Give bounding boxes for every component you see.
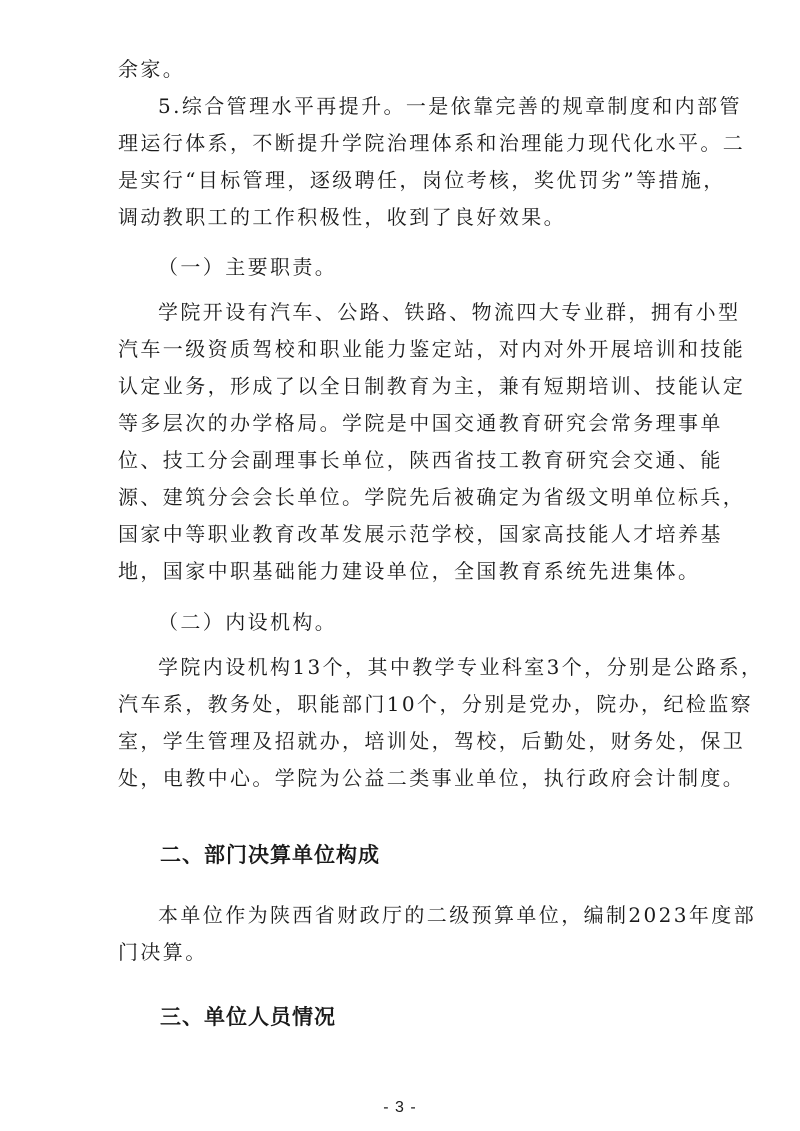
section-heading-unit-composition: 二、部门决算单位构成 <box>160 843 380 867</box>
paragraph-line: 认定业务，形成了以全日制教育为主，兼有短期培训、技能认定 <box>118 374 746 398</box>
paragraph-line: 地，国家中职基础能力建设单位，全国教育系统先进集体。 <box>118 559 701 583</box>
paragraph-line: 余家。 <box>118 57 186 81</box>
paragraph-line: 门决算。 <box>118 940 208 964</box>
paragraph-line: 国家中等职业教育改革发展示范学校，国家高技能人才培养基 <box>118 522 723 546</box>
subheading-main-duties: （一）主要职责。 <box>158 255 338 279</box>
paragraph-line: 是实行“目标管理，逐级聘任，岗位考核，奖优罚劣”等措施， <box>118 168 726 192</box>
paragraph-line: 理运行体系，不断提升学院治理体系和治理能力现代化水平。二 <box>118 131 746 155</box>
paragraph-line: 位、技工分会副理事长单位，陕西省技工教育研究会交通、能 <box>118 448 723 472</box>
paragraph-line: 调动教职工的工作积极性，收到了良好效果。 <box>118 205 566 229</box>
paragraph-line: 汽车一级资质驾校和职业能力鉴定站，对内对外开展培训和技能 <box>118 337 746 361</box>
page-number: - 3 - <box>383 1099 417 1116</box>
paragraph-line: 处，电教中心。学院为公益二类事业单位，执行政府会计制度。 <box>118 766 746 790</box>
paragraph-line: 源、建筑分会会长单位。学院先后被确定为省级文明单位标兵， <box>118 485 746 509</box>
paragraph-line: 学院开设有汽车、公路、铁路、物流四大专业群，拥有小型 <box>158 300 741 324</box>
subheading-internal-structure: （二）内设机构。 <box>158 610 338 634</box>
paragraph-line: 本单位作为陕西省财政厅的二级预算单位，编制2023年度部 <box>158 903 757 927</box>
paragraph-line: 室，学生管理及招就办，培训处，驾校，后勤处，财务处，保卫 <box>118 729 746 753</box>
section-heading-staff-situation: 三、单位人员情况 <box>160 1005 336 1029</box>
paragraph-line: 汽车系，教务处，职能部门10个，分别是党办，院办，纪检监察 <box>118 692 754 716</box>
paragraph-line: 学院内设机构13个，其中教学专业科室3个，分别是公路系， <box>158 655 764 679</box>
paragraph-line: 5.综合管理水平再提升。一是依靠完善的规章制度和内部管 <box>158 94 742 118</box>
paragraph-line: 等多层次的办学格局。学院是中国交通教育研究会常务理事单 <box>118 411 723 435</box>
